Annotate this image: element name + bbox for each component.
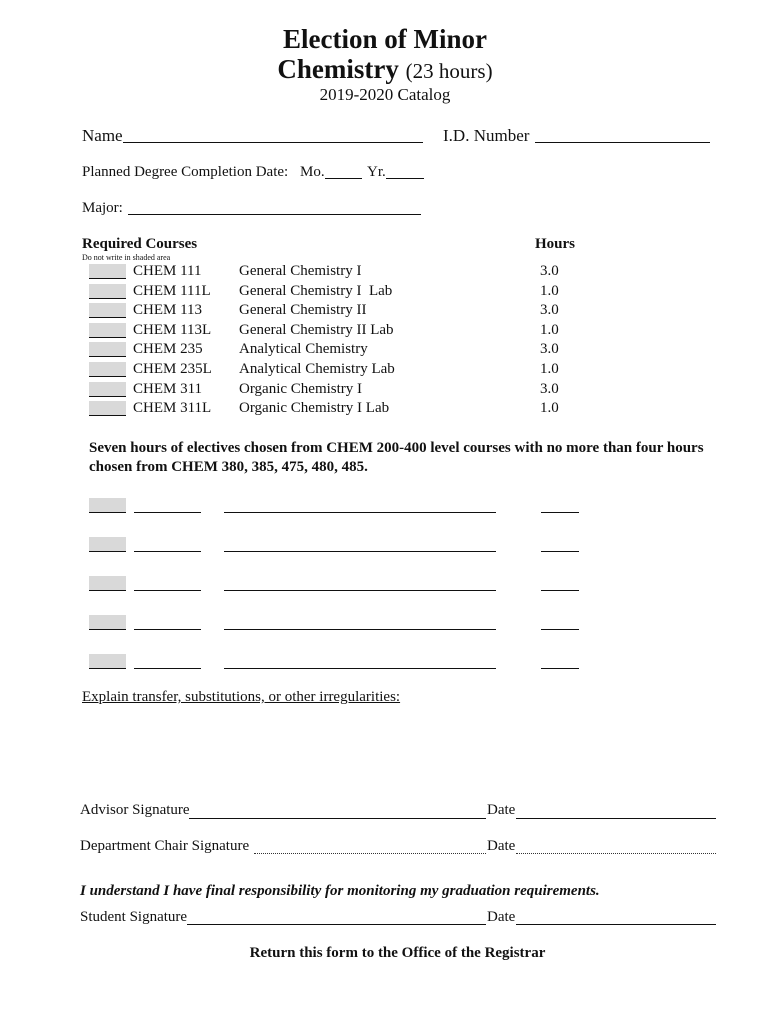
course-code: CHEM 235	[133, 341, 203, 357]
elective-hours-field[interactable]	[541, 668, 579, 669]
month-field[interactable]	[325, 178, 362, 179]
course-hours: 1.0	[540, 322, 559, 338]
explain-area[interactable]	[82, 712, 722, 792]
shaded-grade-box	[89, 576, 126, 591]
shaded-grade-box	[89, 303, 126, 318]
course-title: Analytical Chemistry Lab	[239, 361, 395, 377]
month-label: Mo.	[300, 164, 325, 180]
course-title: Organic Chemistry I Lab	[239, 400, 390, 416]
chair-signature-label: Department Chair Signature	[80, 838, 250, 854]
student-signature-field[interactable]	[187, 924, 486, 925]
elective-course-title-field[interactable]	[224, 629, 496, 630]
required-courses-heading: Required Courses	[82, 236, 198, 252]
shaded-grade-box	[89, 382, 126, 397]
catalog-year: 2019-2020 Catalog	[319, 85, 451, 104]
elective-hours-field[interactable]	[541, 551, 579, 552]
elective-hours-field[interactable]	[541, 629, 579, 630]
chair-signature-field[interactable]	[254, 853, 486, 854]
shaded-grade-box	[89, 284, 126, 299]
shaded-grade-box	[89, 615, 126, 630]
elective-course-number-field[interactable]	[134, 590, 201, 591]
course-title: General Chemistry II Lab	[239, 322, 394, 338]
elective-course-title-field[interactable]	[224, 668, 496, 669]
course-code: CHEM 111	[133, 263, 202, 279]
course-code: CHEM 235L	[133, 361, 212, 377]
shaded-grade-box	[89, 498, 126, 513]
course-code: CHEM 113L	[133, 322, 212, 338]
course-hours: 1.0	[540, 283, 559, 299]
explain-label: Explain transfer, substitutions, or other irregularities:	[82, 689, 401, 705]
elective-course-title-field[interactable]	[224, 512, 496, 513]
shaded-grade-box	[89, 537, 126, 552]
id-number-field[interactable]	[535, 142, 710, 143]
shaded-grade-box	[89, 401, 126, 416]
course-code: CHEM 111L	[133, 283, 211, 299]
course-hours: 1.0	[540, 400, 559, 416]
chair-date-field[interactable]	[516, 853, 716, 854]
minor-name: Chemistry	[277, 54, 399, 84]
course-title: General Chemistry II	[239, 302, 367, 318]
course-hours: 1.0	[540, 361, 559, 377]
electives-text-line2: chosen from CHEM 380, 385, 475, 480, 485.	[89, 459, 368, 475]
name-field[interactable]	[123, 142, 423, 143]
advisor-signature-field[interactable]	[189, 818, 486, 819]
shaded-grade-box	[89, 323, 126, 338]
student-date-label: Date	[487, 909, 516, 925]
form-title: Election of Minor	[283, 24, 487, 54]
elective-course-title-field[interactable]	[224, 551, 496, 552]
advisor-date-field[interactable]	[516, 818, 716, 819]
course-code: CHEM 311L	[133, 400, 212, 416]
major-field[interactable]	[128, 214, 421, 215]
course-code: CHEM 311	[133, 381, 203, 397]
elective-hours-field[interactable]	[541, 590, 579, 591]
course-title: Analytical Chemistry	[239, 341, 368, 357]
elective-course-number-field[interactable]	[134, 668, 201, 669]
chair-date-label: Date	[487, 838, 516, 854]
minor-hours: (23 hours)	[405, 59, 493, 83]
shaded-area-note: Do not write in shaded area	[82, 253, 171, 262]
major-label: Major:	[82, 200, 123, 216]
course-hours: 3.0	[540, 263, 559, 279]
elective-hours-field[interactable]	[541, 512, 579, 513]
id-number-label: I.D. Number	[443, 126, 530, 145]
shaded-grade-box	[89, 264, 126, 279]
elective-course-title-field[interactable]	[224, 590, 496, 591]
course-hours: 3.0	[540, 302, 559, 318]
year-field[interactable]	[386, 178, 424, 179]
hours-heading: Hours	[535, 236, 576, 252]
elective-course-number-field[interactable]	[134, 512, 201, 513]
course-code: CHEM 113	[133, 302, 203, 318]
electives-text-line1: Seven hours of electives chosen from CHEM 200-400 level courses with no more than four hours	[89, 440, 704, 456]
course-title: General Chemistry I	[239, 263, 362, 279]
advisor-date-label: Date	[487, 802, 516, 818]
course-hours: 3.0	[540, 341, 559, 357]
return-instructions: Return this form to the Office of the Registrar	[249, 945, 546, 961]
advisor-signature-label: Advisor Signature	[80, 802, 190, 818]
planned-date-label: Planned Degree Completion Date:	[82, 164, 289, 180]
course-title: Organic Chemistry I	[239, 381, 363, 397]
shaded-grade-box	[89, 362, 126, 377]
student-signature-label: Student Signature	[80, 909, 188, 925]
course-hours: 3.0	[540, 381, 559, 397]
shaded-grade-box	[89, 342, 126, 357]
form-subtitle	[0, 54, 770, 85]
student-date-field[interactable]	[516, 924, 716, 925]
shaded-grade-box	[89, 654, 126, 669]
year-label: Yr.	[367, 164, 386, 180]
course-title: General Chemistry I Lab	[239, 283, 393, 299]
acknowledgement-text: I understand I have final responsibility for monitoring my graduation requirements.	[80, 883, 600, 899]
elective-course-number-field[interactable]	[134, 629, 201, 630]
elective-course-number-field[interactable]	[134, 551, 201, 552]
name-label: Name	[82, 126, 123, 145]
